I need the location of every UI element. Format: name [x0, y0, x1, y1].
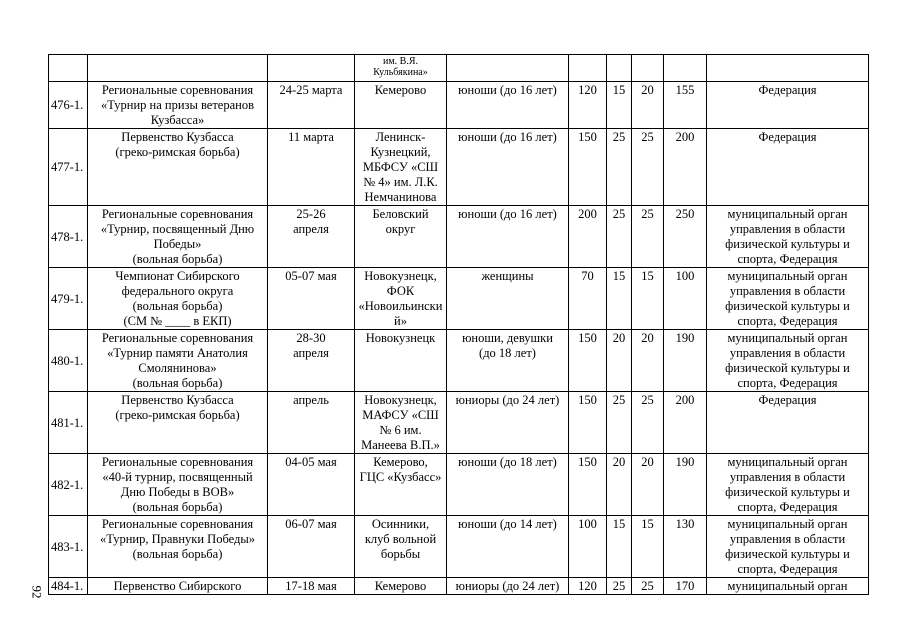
cell-organizer: Федерация	[707, 129, 869, 206]
cell-place: Ленинск- Кузнецкий, МБФСУ «СШ № 4» им. Л.К. Немчанинова	[355, 129, 447, 206]
cell-judges: 20	[632, 330, 664, 392]
cell-coaches	[607, 55, 632, 82]
cell-coaches: 15	[607, 268, 632, 330]
cell-coaches: 25	[607, 206, 632, 268]
cell-num: 477-1.	[49, 129, 88, 206]
cell-date: 28-30 апреля	[268, 330, 355, 392]
cell-coaches: 20	[607, 330, 632, 392]
cell-name	[88, 55, 268, 82]
cell-place: Новокузнецк	[355, 330, 447, 392]
cell-place: Новокузнецк, МАФСУ «СШ № 6 им. Манеева В.П.»	[355, 392, 447, 454]
cell-participants: 150	[569, 392, 607, 454]
cell-judges: 25	[632, 206, 664, 268]
cell-organizer: муниципальный орган	[707, 578, 869, 595]
cell-total: 100	[664, 268, 707, 330]
cell-name: Чемпионат Сибирского федерального округа (вольная борьба) (СМ № ____ в ЕКП)	[88, 268, 268, 330]
cell-category: юноши (до 16 лет)	[447, 129, 569, 206]
events-table	[48, 54, 869, 595]
cell-organizer: муниципальный орган управления в области физической культуры и спорта, Федерация	[707, 516, 869, 578]
cell-category: юноши (до 18 лет)	[447, 454, 569, 516]
cell-judges: 25	[632, 578, 664, 595]
table-row	[49, 516, 869, 578]
cell-num: 479-1.	[49, 268, 88, 330]
cell-name: Региональные соревнования «Турнир памяти Анатолия Смолянинова» (вольная борьба)	[88, 330, 268, 392]
cell-name: Первенство Кузбасса (греко-римская борьба)	[88, 392, 268, 454]
table-row	[49, 82, 869, 129]
cell-judges: 15	[632, 516, 664, 578]
cell-organizer	[707, 55, 869, 82]
cell-num: 483-1.	[49, 516, 88, 578]
cell-coaches: 25	[607, 129, 632, 206]
table-row	[49, 578, 869, 595]
cell-num	[49, 55, 88, 82]
table-row	[49, 206, 869, 268]
cell-total	[664, 55, 707, 82]
cell-category	[447, 55, 569, 82]
cell-num: 478-1.	[49, 206, 88, 268]
table-row	[49, 129, 869, 206]
cell-place: Новокузнецк, ФОК «Новоильински й»	[355, 268, 447, 330]
cell-coaches: 20	[607, 454, 632, 516]
cell-num: 481-1.	[49, 392, 88, 454]
cell-name: Региональные соревнования «Турнир на призы ветеранов Кузбасса»	[88, 82, 268, 129]
cell-total: 200	[664, 392, 707, 454]
cell-date: 24-25 марта	[268, 82, 355, 129]
cell-place: Осинники, клуб вольной борьбы	[355, 516, 447, 578]
cell-category: юниоры (до 24 лет)	[447, 392, 569, 454]
table-row	[49, 392, 869, 454]
cell-total: 250	[664, 206, 707, 268]
cell-coaches: 15	[607, 82, 632, 129]
cell-organizer: муниципальный орган управления в области физической культуры и спорта, Федерация	[707, 206, 869, 268]
cell-name: Региональные соревнования «Турнир, посвященный Дню Победы» (вольная борьба)	[88, 206, 268, 268]
table-row	[49, 330, 869, 392]
cell-participants: 120	[569, 82, 607, 129]
cell-num: 482-1.	[49, 454, 88, 516]
cell-num: 476-1.	[49, 82, 88, 129]
cell-organizer: Федерация	[707, 82, 869, 129]
cell-category: юноши (до 16 лет)	[447, 82, 569, 129]
cell-place: Кемерово	[355, 578, 447, 595]
cell-name: Первенство Сибирского	[88, 578, 268, 595]
cell-place: им. В.Я. Кульбякина»	[355, 55, 447, 82]
cell-category: юниоры (до 24 лет)	[447, 578, 569, 595]
cell-judges	[632, 55, 664, 82]
cell-total: 190	[664, 330, 707, 392]
cell-participants: 100	[569, 516, 607, 578]
table-row	[49, 268, 869, 330]
cell-date: 06-07 мая	[268, 516, 355, 578]
cell-total: 155	[664, 82, 707, 129]
page-number: 92	[29, 585, 45, 599]
cell-name: Региональные соревнования «Турнир, Правнуки Победы» (вольная борьба)	[88, 516, 268, 578]
cell-date: 11 марта	[268, 129, 355, 206]
cell-organizer: муниципальный орган управления в области физической культуры и спорта, Федерация	[707, 268, 869, 330]
cell-judges: 15	[632, 268, 664, 330]
cell-name: Первенство Кузбасса (греко-римская борьба)	[88, 129, 268, 206]
cell-category: женщины	[447, 268, 569, 330]
cell-judges: 25	[632, 129, 664, 206]
cell-total: 170	[664, 578, 707, 595]
cell-judges: 20	[632, 454, 664, 516]
cell-participants: 200	[569, 206, 607, 268]
cell-num: 484-1.	[49, 578, 88, 595]
table-row	[49, 454, 869, 516]
cell-organizer: муниципальный орган управления в области физической культуры и спорта, Федерация	[707, 330, 869, 392]
cell-date: апрель	[268, 392, 355, 454]
cell-participants: 150	[569, 330, 607, 392]
cell-total: 130	[664, 516, 707, 578]
cell-participants	[569, 55, 607, 82]
cell-participants: 70	[569, 268, 607, 330]
cell-date: 05-07 мая	[268, 268, 355, 330]
cell-participants: 120	[569, 578, 607, 595]
cell-category: юноши, девушки (до 18 лет)	[447, 330, 569, 392]
cell-coaches: 25	[607, 578, 632, 595]
cell-coaches: 15	[607, 516, 632, 578]
cell-num: 480-1.	[49, 330, 88, 392]
cell-judges: 25	[632, 392, 664, 454]
cell-judges: 20	[632, 82, 664, 129]
cell-total: 200	[664, 129, 707, 206]
cell-date	[268, 55, 355, 82]
cell-category: юноши (до 14 лет)	[447, 516, 569, 578]
cell-place: Кемерово, ГЦС «Кузбасс»	[355, 454, 447, 516]
cell-organizer: Федерация	[707, 392, 869, 454]
cell-place: Беловский округ	[355, 206, 447, 268]
cell-coaches: 25	[607, 392, 632, 454]
cell-participants: 150	[569, 129, 607, 206]
cell-organizer: муниципальный орган управления в области физической культуры и спорта, Федерация	[707, 454, 869, 516]
cell-date: 17-18 мая	[268, 578, 355, 595]
cell-participants: 150	[569, 454, 607, 516]
table-row-continuation	[49, 55, 869, 82]
cell-place: Кемерово	[355, 82, 447, 129]
cell-category: юноши (до 16 лет)	[447, 206, 569, 268]
cell-date: 04-05 мая	[268, 454, 355, 516]
cell-total: 190	[664, 454, 707, 516]
cell-name: Региональные соревнования «40-й турнир, посвященный Дню Победы в ВОВ» (вольная борьба)	[88, 454, 268, 516]
cell-date: 25-26 апреля	[268, 206, 355, 268]
